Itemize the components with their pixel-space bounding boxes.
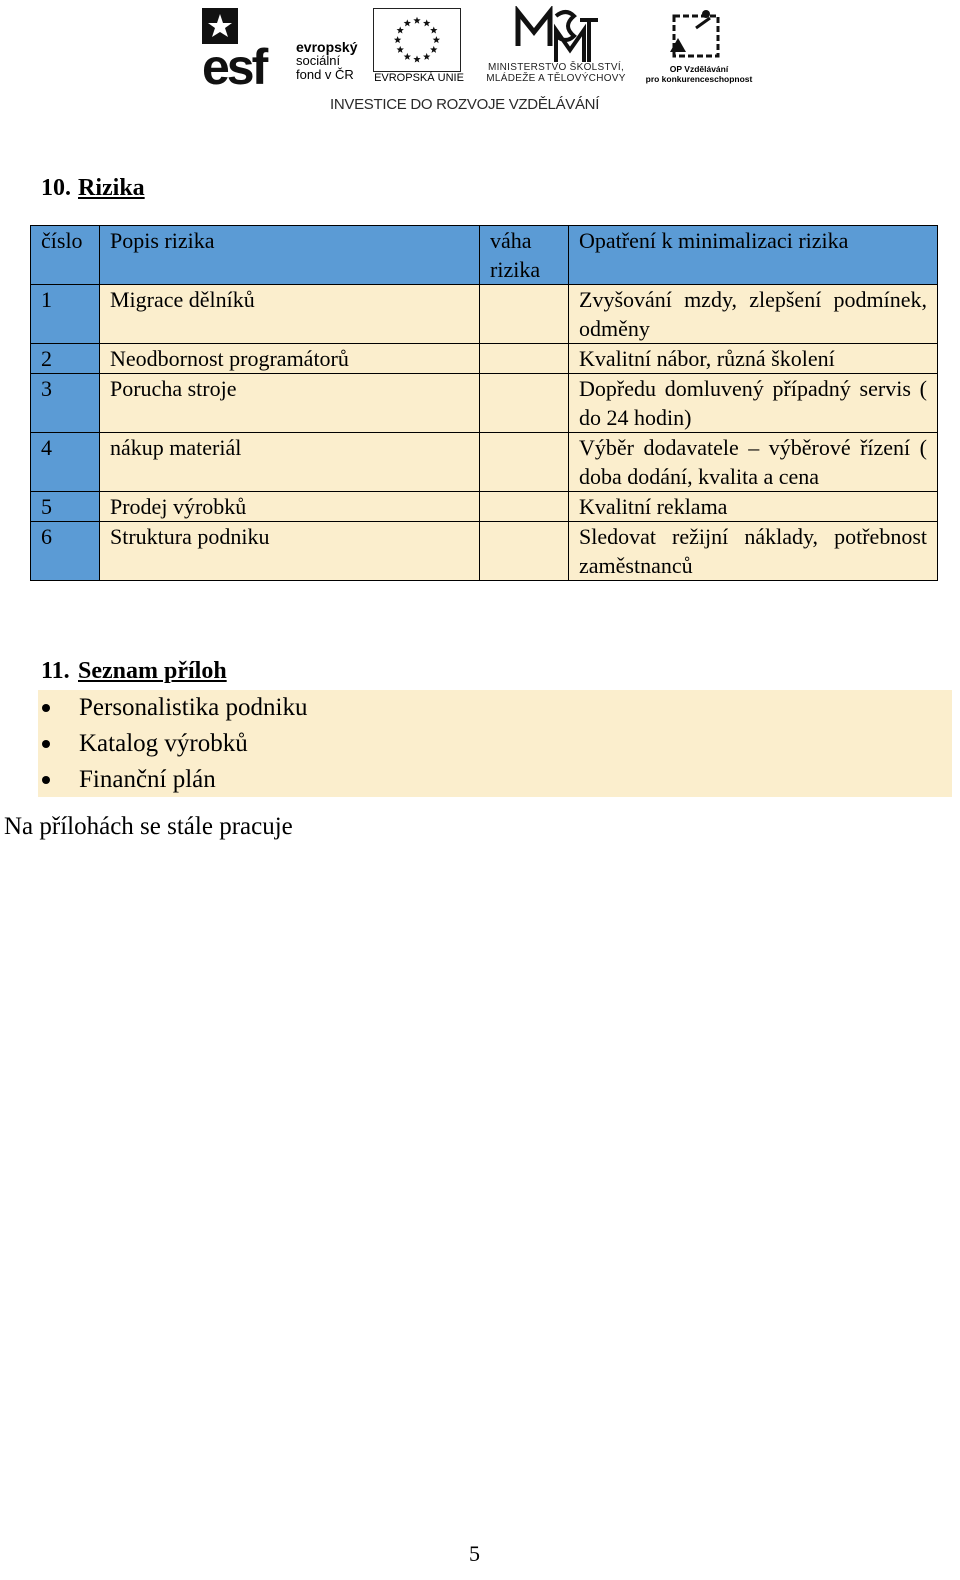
risk-description: nákup materiál [100, 433, 480, 492]
risk-number: 1 [31, 285, 100, 344]
list-item [38, 762, 307, 798]
attachments-list [38, 690, 307, 798]
invest-tagline: INVESTICE DO ROZVOJE VZDĚLÁVÁNÍ [330, 96, 600, 113]
section-10-title: Rizika [78, 175, 145, 201]
section-11-number: 11. [41, 658, 70, 684]
risk-measure: Sledovat režijní náklady, potřebnost zaměstnanců [569, 522, 938, 581]
header-cell-description: Popis rizika [100, 226, 480, 285]
list-item [38, 726, 307, 762]
eu-flag-icon [373, 8, 461, 72]
msmt-label-line2: MLÁDEŽE A TĚLOVÝCHOVY [486, 73, 626, 84]
op-label [644, 64, 754, 84]
attachment-label: Katalog výrobků [79, 730, 248, 757]
msmt-label [472, 62, 640, 84]
op-label-line2: pro konkurenceschopnost [645, 74, 753, 84]
risk-number: 5 [31, 492, 100, 522]
risk-measure: Dopředu domluvený případný servis ( do 24 hodin) [569, 374, 938, 433]
risk-measure: Zvyšování mzdy, zlepšení podmínek, odměny [569, 285, 938, 344]
table-row [31, 492, 938, 522]
op-logo [644, 6, 754, 86]
section-11-title: Seznam příloh [78, 658, 227, 684]
msmt-logo-mark [512, 6, 600, 64]
risk-description: Porucha stroje [100, 374, 480, 433]
msmt-logo [472, 6, 640, 86]
esf-logo-mark [200, 6, 292, 88]
risk-measure: Kvalitní nábor, různá školení [569, 344, 938, 374]
risk-table [30, 225, 938, 581]
section-10-number: 10. [41, 175, 71, 201]
esf-text [296, 40, 357, 82]
op-logo-mark [666, 8, 726, 64]
attachment-label: Personalistika podniku [79, 694, 308, 721]
table-row [31, 285, 938, 344]
risk-weight [480, 344, 569, 374]
header-cell-weight: váha rizika [480, 226, 569, 285]
svg-text:esf: esf [202, 39, 266, 88]
risk-weight [480, 433, 569, 492]
attachment-label: Finanční plán [79, 766, 216, 793]
page-number: 5 [469, 1541, 480, 1566]
msmt-label-line1: MINISTERSTVO ŠKOLSTVÍ, [487, 62, 625, 73]
bullet-icon [42, 704, 50, 712]
op-label-line1: OP Vzdělávání [669, 64, 729, 74]
risk-description: Neodbornost programátorů [100, 344, 480, 374]
table-row [31, 522, 938, 581]
eu-label: EVROPSKÁ UNIE [374, 72, 464, 84]
table-row [31, 344, 938, 374]
risk-measure: Kvalitní reklama [569, 492, 938, 522]
risk-weight [480, 492, 569, 522]
risk-number: 3 [31, 374, 100, 433]
esf-text-line1: evropský [296, 39, 358, 55]
attachments-note: Na přílohách se stále pracuje [4, 813, 293, 840]
table-row [31, 433, 938, 492]
eu-logo [370, 6, 466, 86]
list-item [38, 690, 307, 726]
header-logos [200, 6, 760, 116]
risk-measure: Výběr dodavatele – výběrové řízení ( doba dodání, kvalita a cena [569, 433, 938, 492]
esf-text-line3: fond v ČR [296, 67, 354, 82]
header-cell-measures: Opatření k minimalizaci rizika [569, 226, 938, 285]
bullet-icon [42, 740, 50, 748]
risk-weight [480, 285, 569, 344]
risk-description: Migrace dělníků [100, 285, 480, 344]
risk-number: 6 [31, 522, 100, 581]
risk-number: 2 [31, 344, 100, 374]
risk-weight [480, 522, 569, 581]
risk-description: Struktura podniku [100, 522, 480, 581]
section-11-heading [41, 658, 227, 685]
section-10-heading [41, 175, 145, 202]
table-row [31, 374, 938, 433]
esf-text-line2: sociální [296, 53, 341, 68]
esf-logo [200, 6, 365, 88]
risk-weight [480, 374, 569, 433]
header-cell-number: číslo [31, 226, 100, 285]
risk-description: Prodej výrobků [100, 492, 480, 522]
risk-table-header-row [31, 226, 938, 285]
risk-number: 4 [31, 433, 100, 492]
bullet-icon [42, 776, 50, 784]
